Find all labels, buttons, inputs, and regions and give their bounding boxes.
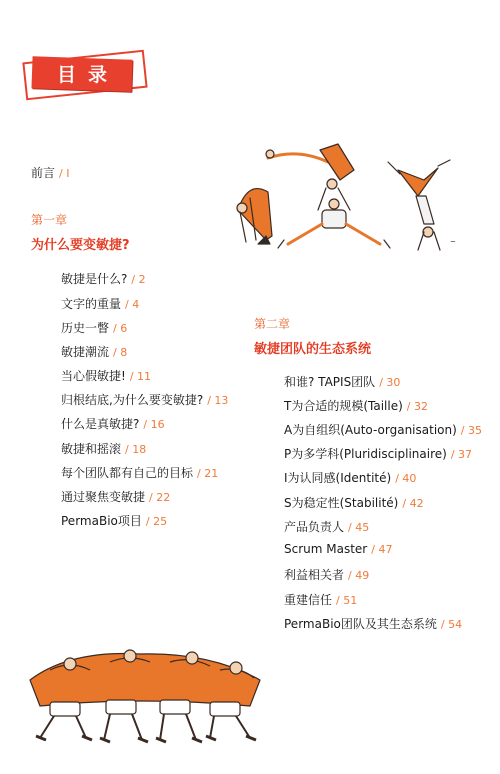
entry-page: / 47 [371,543,393,556]
chapter2-entry[interactable] [284,591,357,608]
chapter1-entry[interactable] [61,464,218,481]
entry-page: / 35 [460,424,482,437]
entry-page: / 11 [129,370,152,383]
chapter1-entry[interactable] [61,391,228,408]
toc-heading-banner [20,50,148,100]
chapter1-entry[interactable] [61,367,151,384]
chapter2-entry[interactable] [284,615,462,632]
entry-page: / 25 [145,515,168,528]
entry-label: 文字的重量 [61,297,122,311]
chapter1-entry[interactable] [61,270,146,287]
entry-page: / 21 [197,467,219,480]
entry-page: / 6 [113,322,128,335]
acrobats-illustration-icon [228,140,468,256]
entry-label: PermaBio团队及其生态系统 [284,617,437,631]
chapter1-entry[interactable] [61,319,127,336]
chapter2-entry[interactable] [284,421,482,438]
entry-label: 什么是真敏捷? [61,417,140,431]
entry-label: 当心假敏捷! [61,369,126,383]
entry-page: / 13 [207,394,229,407]
chapter2-entry[interactable] [284,373,400,390]
entry-label: PermaBio项目 [61,514,142,528]
entry-label: 敏捷和摇滚 [61,442,122,456]
toc-heading: 目录 [56,64,119,86]
chapter2-entry[interactable] [284,469,416,486]
entry-label: I为认同感(Identité) [284,471,392,485]
preface-entry[interactable] [31,164,69,181]
chapter1-number: 第一章 [31,213,68,227]
entry-page: / 2 [131,273,146,286]
entry-label: 利益相关者 [284,568,345,582]
chapter1-entry[interactable] [61,512,167,529]
entry-page: / 45 [348,521,370,534]
entry-page: / 49 [348,569,370,582]
chapter1-entry[interactable] [61,415,165,432]
chapter1-entry[interactable] [61,440,146,457]
entry-label: 通过聚焦变敏捷 [61,490,146,504]
entry-label: 每个团队都有自己的目标 [61,466,194,480]
entry-label: 和谁? TAPIS团队 [284,375,376,389]
entry-label: 产品负责人 [284,520,345,534]
entry-label: S为稳定性(Stabilité) [284,496,399,510]
entry-label: Scrum Master [284,542,368,556]
entry-label: 敏捷是什么? [61,272,128,286]
entry-page: / 30 [379,376,401,389]
entry-page: / 8 [113,346,128,359]
entry-label: T为合适的规模(Taille) [284,399,403,413]
svg-text:~: ~ [450,238,456,246]
entry-page: / 37 [450,448,473,461]
chapter2-title[interactable]: 敏捷团队的生态系统 [254,342,372,357]
scrum-huddle-illustration-icon [10,640,272,746]
entry-page: / 32 [406,400,428,413]
preface-page: / I [59,167,70,180]
entry-label: A为自组织(Auto-organisation) [284,423,457,437]
entry-label: 重建信任 [284,593,333,607]
entry-page: / 40 [395,472,417,485]
entry-page: / 22 [149,491,171,504]
chapter2-entry[interactable] [284,494,424,511]
chapter1-entry[interactable] [61,295,139,312]
preface-label: 前言 [31,166,56,180]
chapter1-entry[interactable] [61,343,127,360]
chapter1-title[interactable]: 为什么要变敏捷? [31,238,130,253]
chapter2-entry[interactable] [284,566,369,583]
entry-page: / 4 [125,298,140,311]
chapter1-entry[interactable] [61,488,170,505]
chapter2-entry[interactable] [284,397,428,414]
entry-page: / 18 [125,443,147,456]
chapter2-entry[interactable] [284,542,392,556]
entry-label: 历史一瞥 [61,321,110,335]
chapter2-entry[interactable] [284,518,369,535]
entry-page: / 42 [402,497,424,510]
entry-label: 归根结底,为什么要变敏捷? [61,393,204,407]
entry-page: / 51 [336,594,358,607]
entry-label: P为多学科(Pluridisciplinaire) [284,447,447,461]
entry-page: / 54 [440,618,463,631]
chapter2-number: 第二章 [254,317,291,331]
entry-page: / 16 [143,418,165,431]
chapter2-entry[interactable] [284,445,472,462]
entry-label: 敏捷潮流 [61,345,110,359]
